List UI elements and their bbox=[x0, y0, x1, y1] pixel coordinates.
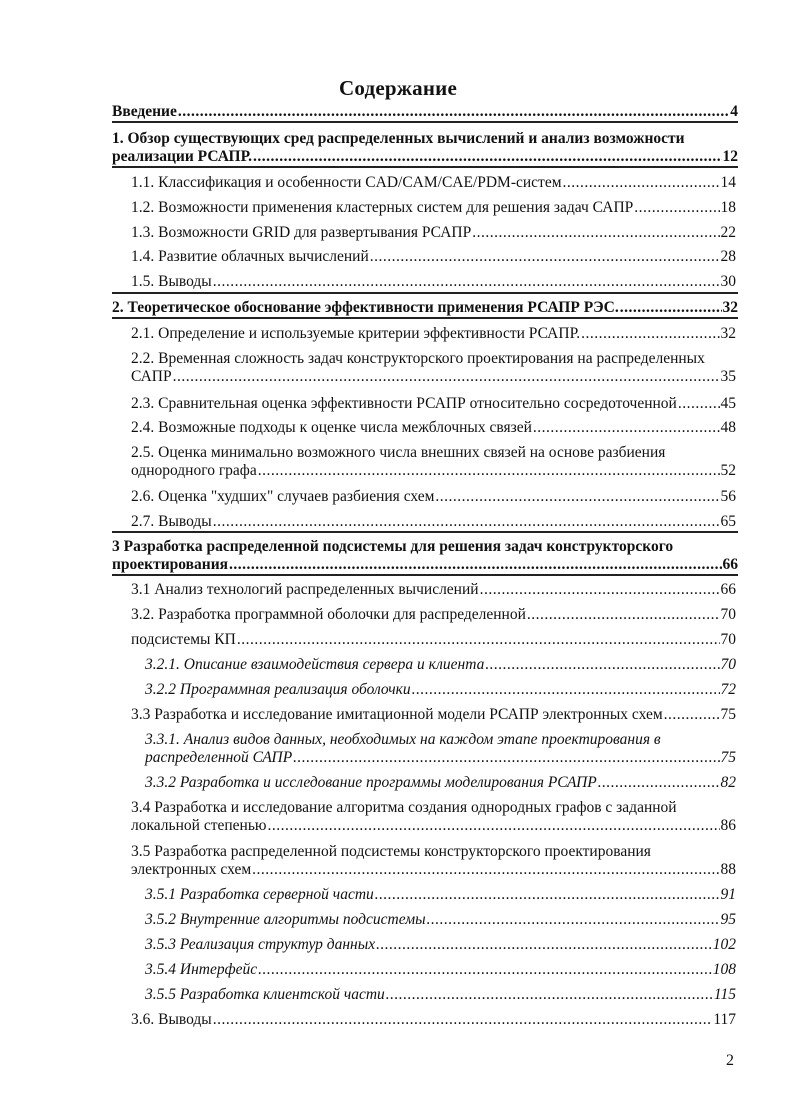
toc-entry-1-1[interactable] bbox=[131, 174, 736, 192]
toc-entry-2-1[interactable] bbox=[131, 325, 736, 343]
toc-entry-text: 3.2.2 Программная реализация оболочки bbox=[145, 681, 411, 698]
toc-entry-text-line1: 3.3.1. Анализ видов данных, необходимых на каждом этапе проектирования в bbox=[145, 731, 661, 748]
toc-entry-text: 3.1 Анализ технологий распределенных вычислений bbox=[131, 581, 479, 598]
toc-entry-page: 102 bbox=[712, 936, 736, 953]
toc-entry-2-3[interactable] bbox=[131, 395, 736, 413]
toc-entry-text: 2.1. Определение и используемые критерии эффективности РСАПР. bbox=[131, 325, 581, 342]
toc-entry-page: 22 bbox=[720, 224, 736, 241]
toc-entry-text: 2.6. Оценка "худших" случаев разбиения схем bbox=[131, 488, 435, 505]
divider bbox=[112, 317, 738, 319]
toc-entry-chapter-3[interactable] bbox=[112, 538, 738, 574]
toc-entry-3-2[interactable] bbox=[131, 606, 736, 624]
toc-entry-page: 88 bbox=[720, 861, 736, 878]
toc-entry-page: 70 bbox=[720, 631, 736, 648]
toc-entry-text: 2.3. Сравнительная оценка эффективности РСАПР относительно сосредоточенной bbox=[131, 395, 677, 412]
toc-entry-text: 2. Теоретическое обоснование эффективности применения РСАПР РЭС. bbox=[112, 299, 619, 316]
toc-entry-3-2-2[interactable] bbox=[145, 681, 736, 699]
toc-entry-text: 1.2. Возможности применения кластерных систем для решения задач САПР bbox=[131, 199, 634, 216]
toc-entry-page: 95 bbox=[720, 911, 736, 928]
toc-entry-text: 3.2.1. Описание взаимодействия сервера и клиента bbox=[145, 656, 485, 673]
toc-entry-page: 115 bbox=[713, 986, 736, 1003]
toc-entry-text: 1.1. Классификация и особенности CAD/CAM/CAE/PDM-систем bbox=[131, 174, 562, 191]
toc-entry-2-4[interactable] bbox=[131, 419, 736, 437]
toc-entry-3-3[interactable] bbox=[131, 706, 736, 724]
toc-entry-text: 3.5.3 Реализация структур данных bbox=[145, 936, 376, 953]
toc-entry-3-5-1[interactable] bbox=[145, 886, 736, 904]
toc-entry-page: 4 bbox=[730, 103, 738, 120]
toc-entry-1-4[interactable] bbox=[131, 248, 736, 266]
toc-entry-3-2-cont[interactable] bbox=[131, 631, 736, 649]
divider bbox=[112, 574, 738, 576]
toc-entry-text: 3.3.2 Разработка и исследование программы моделирования РСАПР bbox=[145, 774, 597, 791]
toc-entry-page: 28 bbox=[720, 248, 736, 265]
toc-entry-text: 2.4. Возможные подходы к оценке числа межблочных связей bbox=[131, 419, 532, 436]
page-title: Содержание bbox=[339, 76, 457, 100]
toc-entry-text-line1: 1. Обзор существующих сред распределенных вычислений и анализ возможности bbox=[112, 130, 685, 147]
divider bbox=[112, 121, 738, 123]
toc-entry-text: распределенной САПР bbox=[145, 749, 293, 766]
toc-entry-text: 1.4. Развитие облачных вычислений bbox=[131, 248, 369, 265]
toc-entry-page: 48 bbox=[720, 419, 736, 436]
toc-entry-page: 70 bbox=[720, 606, 736, 623]
toc-entry-page: 18 bbox=[720, 199, 736, 216]
toc-entry-text: 3.5.4 Интерфейс bbox=[145, 961, 258, 978]
toc-entry-2-6[interactable] bbox=[131, 488, 736, 506]
toc-entry-page: 75 bbox=[720, 749, 736, 766]
toc-entry-page: 45 bbox=[720, 395, 736, 412]
toc-entry-text: 3.6. Выводы bbox=[131, 1011, 212, 1028]
toc-entry-page: 91 bbox=[720, 886, 736, 903]
toc-entry-3-5[interactable] bbox=[131, 843, 736, 879]
toc-entry-3-5-5[interactable] bbox=[145, 986, 736, 1004]
toc-entry-3-5-3[interactable] bbox=[145, 936, 736, 954]
toc-entry-page: 35 bbox=[720, 368, 736, 385]
toc-entry-3-3-1[interactable] bbox=[145, 731, 736, 767]
toc-entry-chapter-1[interactable] bbox=[112, 130, 738, 166]
toc-entry-text: САПР bbox=[131, 368, 172, 385]
toc-entry-text: 1.5. Выводы bbox=[131, 273, 212, 290]
toc-entry-page: 66 bbox=[722, 556, 738, 573]
toc-entry-text: проектирования bbox=[112, 556, 229, 573]
toc-entry-text: 3.5.1 Разработка серверной части bbox=[145, 886, 374, 903]
toc-entry-3-5-4[interactable] bbox=[145, 961, 736, 979]
toc-entry-text-line1: 3.5 Разработка распределенной подсистемы конструкторского проектирования bbox=[131, 843, 651, 860]
toc-entry-3-2-1[interactable] bbox=[145, 656, 736, 674]
toc-entry-text-line1: 2.2. Временная сложность задач конструкторского проектирования на распределенных bbox=[131, 350, 705, 367]
toc-entry-page: 82 bbox=[720, 774, 736, 791]
toc-entry-page: 72 bbox=[720, 681, 736, 698]
toc-entry-1-2[interactable] bbox=[131, 199, 736, 217]
toc-entry-3-5-2[interactable] bbox=[145, 911, 736, 929]
toc-entry-text: 2.7. Выводы bbox=[131, 513, 212, 530]
toc-entry-text-line1: 3.4 Разработка и исследование алгоритма создания однородных графов с заданной bbox=[131, 799, 677, 816]
toc-entry-text: 3.5.5 Разработка клиентской части bbox=[145, 986, 385, 1003]
toc-entry-text: локальной степенью bbox=[131, 817, 267, 834]
toc-entry-chapter-2[interactable] bbox=[112, 299, 738, 317]
toc-entry-page: 32 bbox=[722, 299, 738, 316]
toc-entry-page: 12 bbox=[722, 148, 738, 165]
toc-entry-1-3[interactable] bbox=[131, 224, 736, 242]
toc-entry-text-line1: 3 Разработка распределенной подсистемы для решения задач конструкторского bbox=[112, 538, 674, 555]
toc-entry-page: 66 bbox=[720, 581, 736, 598]
toc-entry-introduction[interactable] bbox=[112, 103, 738, 121]
toc-entry-text: 1.3. Возможности GRID для развертывания РСАПР bbox=[131, 224, 472, 241]
toc-entry-3-1[interactable] bbox=[131, 581, 736, 599]
toc-entry-page: 65 bbox=[720, 513, 736, 530]
toc-entry-text: 3.3 Разработка и исследование имитационной модели РСАПР электронных схем bbox=[131, 706, 663, 723]
toc-entry-page: 56 bbox=[720, 488, 736, 505]
toc-entry-text-line1: 2.5. Оценка минимально возможного числа внешних связей на основе разбиения bbox=[131, 444, 666, 461]
toc-entry-3-6[interactable] bbox=[131, 1011, 736, 1029]
toc-entry-1-5[interactable] bbox=[131, 273, 736, 291]
toc-entry-page: 32 bbox=[720, 325, 736, 342]
toc-entry-text: 3.2. Разработка программной оболочки для распределенной bbox=[131, 606, 526, 623]
divider bbox=[112, 292, 738, 294]
toc-entry-text: Введение bbox=[112, 103, 177, 120]
toc-entry-text: подсистемы КП bbox=[131, 631, 236, 648]
toc-entry-text: электронных схем bbox=[131, 861, 252, 878]
divider bbox=[112, 166, 738, 168]
toc-entry-2-5[interactable] bbox=[131, 444, 736, 480]
toc-entry-3-3-2[interactable] bbox=[145, 774, 736, 792]
toc-entry-page: 30 bbox=[720, 273, 736, 290]
toc-entry-page: 75 bbox=[720, 706, 736, 723]
toc-entry-text: однородного графа bbox=[131, 462, 257, 479]
toc-entry-text: реализации РСАПР. bbox=[112, 148, 253, 165]
toc-entry-page: 117 bbox=[713, 1011, 736, 1028]
toc-entry-page: 52 bbox=[720, 462, 736, 479]
toc-entry-2-2[interactable] bbox=[131, 350, 736, 386]
page-number: 2 bbox=[726, 1052, 734, 1069]
toc-entry-page: 108 bbox=[712, 961, 736, 978]
toc-entry-page: 86 bbox=[720, 817, 736, 834]
toc-entry-page: 70 bbox=[720, 656, 736, 673]
toc-entry-page: 14 bbox=[720, 174, 736, 191]
toc-entry-3-4[interactable] bbox=[131, 799, 736, 835]
toc-entry-2-7[interactable] bbox=[131, 513, 736, 531]
toc-entry-text: 3.5.2 Внутренние алгоритмы подсистемы bbox=[145, 911, 426, 928]
divider bbox=[112, 531, 738, 533]
